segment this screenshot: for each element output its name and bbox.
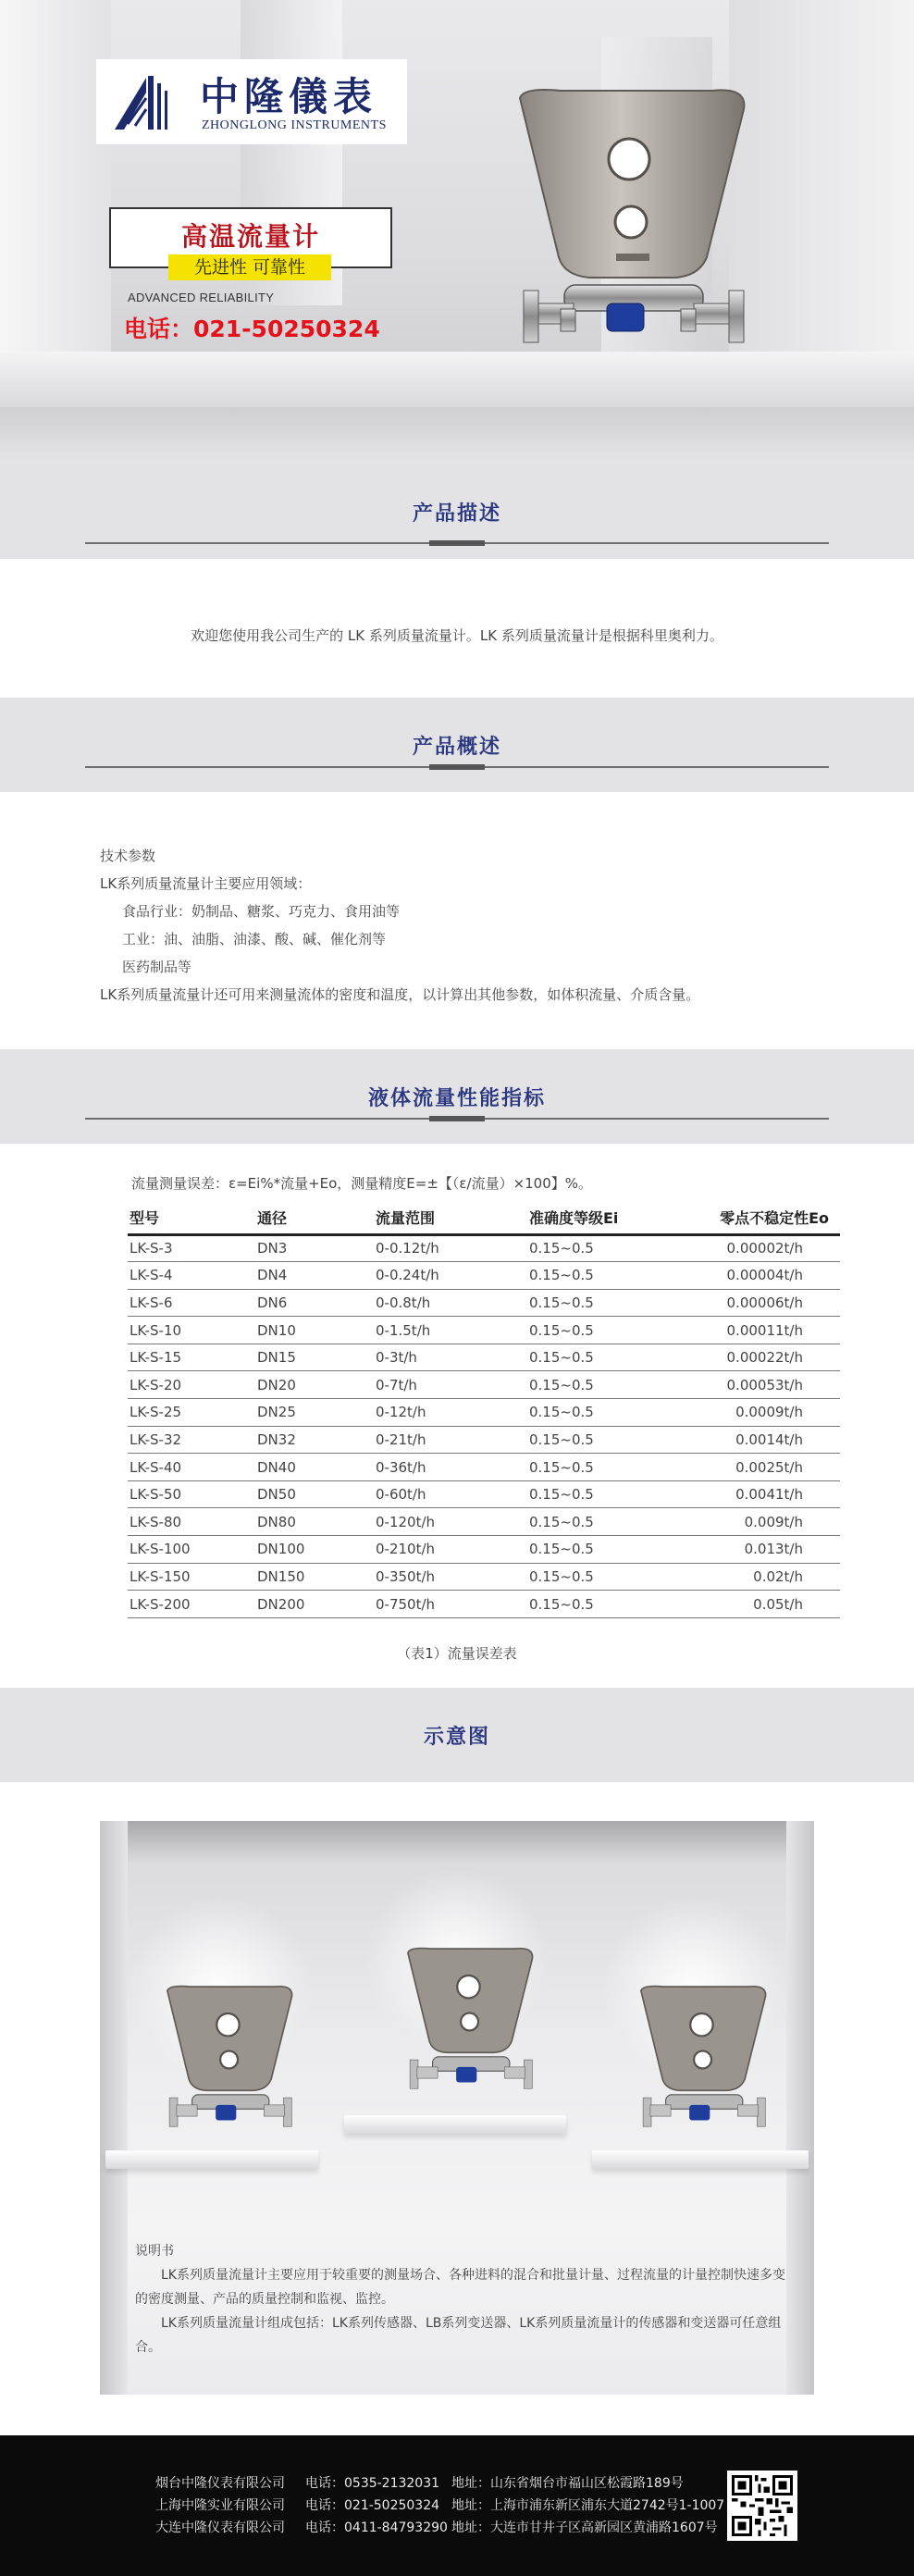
- showroom-wall: [100, 1821, 128, 2395]
- footer-address: 地址：大连市甘井子区高新园区黄浦路1607号: [451, 2520, 718, 2535]
- logo-chinese-name: 中隆儀表: [200, 74, 378, 119]
- flowmeter-display-image: [159, 1976, 298, 2152]
- table-cell: 0.02t/h: [661, 1563, 840, 1591]
- table-header-cell: 流量范围: [376, 1201, 511, 1234]
- table-cell: 0.0009t/h: [661, 1399, 840, 1427]
- section-divider-tab: [429, 540, 485, 546]
- table-cell: 0.15~0.5: [511, 1344, 661, 1371]
- table-cell: 0.15~0.5: [511, 1262, 661, 1290]
- section-title: 产品描述: [412, 502, 501, 526]
- table-cell: 0.05t/h: [661, 1591, 840, 1618]
- section-divider-tab: [429, 1116, 485, 1121]
- table-row: [128, 1563, 840, 1591]
- table-cell: 0-36t/h: [376, 1454, 511, 1481]
- product-tagline: ADVANCED RELIABILITY: [128, 291, 275, 304]
- table-cell: LK-S-25: [128, 1399, 257, 1427]
- footer-contact-row: [155, 2495, 724, 2517]
- footer-contact-row: [155, 2517, 724, 2539]
- table-cell: 0.00011t/h: [661, 1317, 840, 1344]
- table-row: [128, 1536, 840, 1564]
- overview-line: 技术参数: [100, 848, 156, 864]
- flowmeter-display-image: [400, 1934, 538, 2119]
- section-header-performance: [0, 1049, 914, 1144]
- manual-paragraph: LK系列质量流量计组成包括：LK系列传感器、LB系列变送器、LK系列质量流量计的传感器和变送器可任意组合。: [135, 2316, 782, 2355]
- flow-error-table: [128, 1201, 840, 1618]
- table-cell: 0-0.24t/h: [376, 1262, 511, 1290]
- table-cell: 0.15~0.5: [511, 1454, 661, 1481]
- table-cell: 0-3t/h: [376, 1344, 511, 1371]
- table-cell: DN15: [257, 1344, 376, 1371]
- table-cell: 0.00053t/h: [661, 1371, 840, 1399]
- zhonglong-logo-icon: [109, 70, 174, 135]
- table-cell: LK-S-100: [128, 1536, 257, 1564]
- product-slogan: 先进性 可靠性: [168, 254, 331, 280]
- product-overview: [100, 842, 699, 1009]
- table-cell: DN10: [257, 1317, 376, 1344]
- overview-line: LK系列质量流量计还可用来测量流体的密度和温度，以计算出其他参数，如体积流量、介质含量。: [100, 986, 700, 1003]
- table-row: [128, 1344, 840, 1371]
- table-cell: LK-S-80: [128, 1508, 257, 1536]
- table-cell: 0-7t/h: [376, 1371, 511, 1399]
- table-cell: 0.00004t/h: [661, 1262, 840, 1290]
- table-cell: LK-S-3: [128, 1234, 257, 1262]
- table-cell: 0-12t/h: [376, 1399, 511, 1427]
- table-cell: 0-210t/h: [376, 1536, 511, 1564]
- table-cell: DN6: [257, 1289, 376, 1317]
- footer-contacts: [155, 2472, 724, 2539]
- footer-company: 上海中隆实业有限公司: [155, 2498, 285, 2513]
- section-divider-tab: [429, 764, 485, 770]
- table-cell: LK-S-6: [128, 1289, 257, 1317]
- showroom-ceiling: [100, 1821, 814, 1864]
- table-cell: 0-21t/h: [376, 1426, 511, 1454]
- section-title: 示意图: [423, 1726, 490, 1749]
- table-cell: DN200: [257, 1591, 376, 1618]
- table-cell: 0-120t/h: [376, 1508, 511, 1536]
- table-row: [128, 1371, 840, 1399]
- footer-phone[interactable]: 电话：0411-84793290: [305, 2520, 448, 2535]
- page-footer: [0, 2435, 914, 2576]
- table-cell: 0-350t/h: [376, 1563, 511, 1591]
- table-cell: LK-S-200: [128, 1591, 257, 1618]
- table-cell: 0.15~0.5: [511, 1591, 661, 1618]
- hero-backdrop-step: [0, 407, 914, 464]
- table-cell: DN50: [257, 1480, 376, 1508]
- table-cell: 0-0.8t/h: [376, 1289, 511, 1317]
- table-cell: 0.15~0.5: [511, 1317, 661, 1344]
- user-manual-text: [135, 2239, 792, 2359]
- table-cell: LK-S-20: [128, 1371, 257, 1399]
- table-cell: DN3: [257, 1234, 376, 1262]
- footer-company: 大连中隆仪表有限公司: [155, 2520, 285, 2535]
- section-header-description: [0, 464, 914, 559]
- table-header-cell: 零点不稳定性Eo: [661, 1201, 840, 1234]
- table-cell: LK-S-50: [128, 1480, 257, 1508]
- table-cell: LK-S-40: [128, 1454, 257, 1481]
- table-cell: DN40: [257, 1454, 376, 1481]
- table-header-cell: 准确度等级Ei: [511, 1201, 661, 1234]
- table-cell: 0.15~0.5: [511, 1399, 661, 1427]
- table-cell: 0.15~0.5: [511, 1536, 661, 1564]
- table-row: [128, 1399, 840, 1427]
- table-cell: 0.00022t/h: [661, 1344, 840, 1371]
- contact-phone[interactable]: 电话：021-50250324: [124, 316, 380, 342]
- footer-address: 地址：山东省烟台市福山区松霞路189号: [451, 2476, 684, 2491]
- table-cell: LK-S-4: [128, 1262, 257, 1290]
- overview-line: 工业：油、油脂、油漆、酸、碱、催化剂等: [122, 931, 387, 947]
- table-cell: 0.15~0.5: [511, 1426, 661, 1454]
- manual-title: 说明书: [135, 2244, 174, 2259]
- overview-line: 食品行业：奶制品、糖浆、巧克力、食用油等: [122, 903, 401, 920]
- overview-line: 医药制品等: [122, 959, 192, 975]
- hero-backdrop-step: [0, 352, 914, 407]
- table-caption: （表1）流量误差表: [397, 1645, 517, 1662]
- table-cell: DN20: [257, 1371, 376, 1399]
- footer-address: 地址：上海市浦东新区浦东大道2742号1-1007: [451, 2498, 725, 2513]
- section-header-overview: [0, 698, 914, 792]
- table-row: [128, 1454, 840, 1481]
- section-title: 液体流量性能指标: [367, 1087, 546, 1110]
- section-title: 产品概述: [412, 736, 501, 759]
- table-cell: 0.0025t/h: [661, 1454, 840, 1481]
- table-cell: 0.15~0.5: [511, 1234, 661, 1262]
- flowmeter-display-image: [633, 1976, 772, 2152]
- footer-contact-row: [155, 2472, 724, 2495]
- table-cell: 0.15~0.5: [511, 1480, 661, 1508]
- overview-line: LK系列质量流量计主要应用领域：: [100, 875, 312, 892]
- table-row: [128, 1426, 840, 1454]
- table-cell: 0.0041t/h: [661, 1480, 840, 1508]
- table-header-cell: 通径: [257, 1201, 376, 1234]
- table-cell: DN32: [257, 1426, 376, 1454]
- product-showroom-image: [100, 1821, 814, 2395]
- table-cell: 0.15~0.5: [511, 1289, 661, 1317]
- table-cell: DN100: [257, 1536, 376, 1564]
- footer-phone[interactable]: 电话：0535-2132031: [305, 2476, 440, 2491]
- table-header-cell: 型号: [128, 1201, 257, 1234]
- table-cell: DN150: [257, 1563, 376, 1591]
- table-row: [128, 1289, 840, 1317]
- table-cell: DN4: [257, 1262, 376, 1290]
- table-row: [128, 1262, 840, 1290]
- table-cell: LK-S-15: [128, 1344, 257, 1371]
- table-cell: DN80: [257, 1508, 376, 1536]
- table-row: [128, 1508, 840, 1536]
- table-header-row: [128, 1201, 840, 1234]
- logo-english-name: ZHONGLONG INSTRUMENTS: [202, 118, 387, 132]
- table-cell: LK-S-32: [128, 1426, 257, 1454]
- table-cell: 0.00002t/h: [661, 1234, 840, 1262]
- table-row: [128, 1317, 840, 1344]
- table-cell: 0-1.5t/h: [376, 1317, 511, 1344]
- company-logo[interactable]: [96, 59, 407, 144]
- qr-code-icon[interactable]: [727, 2471, 797, 2541]
- table-cell: LK-S-150: [128, 1563, 257, 1591]
- table-cell: 0-0.12t/h: [376, 1234, 511, 1262]
- table-cell: 0-750t/h: [376, 1591, 511, 1618]
- error-formula: 流量测量误差：ε=Ei%*流量+Eo，测量精度E=±【（ε/流量）×100】%。: [131, 1175, 593, 1192]
- footer-company: 烟台中隆仪表有限公司: [155, 2476, 285, 2491]
- display-shelf: [592, 2150, 809, 2169]
- table-cell: 0.0014t/h: [661, 1426, 840, 1454]
- table-cell: LK-S-10: [128, 1317, 257, 1344]
- section-header-diagram: [0, 1688, 914, 1782]
- manual-paragraph: LK系列质量流量计主要应用于较重要的测量场合、各种进料的混合和批量计量、过程流量的计量控制快速多变的密度测量、产品的质量控制和监视、监控。: [135, 2268, 785, 2307]
- table-row: [128, 1234, 840, 1262]
- table-cell: DN25: [257, 1399, 376, 1427]
- table-cell: 0.15~0.5: [511, 1508, 661, 1536]
- table-row: [128, 1480, 840, 1508]
- hero-banner: [0, 0, 914, 464]
- product-title: 高温流量计: [180, 221, 320, 252]
- table-cell: 0.009t/h: [661, 1508, 840, 1536]
- table-cell: 0.00006t/h: [661, 1289, 840, 1317]
- display-shelf: [105, 2150, 318, 2169]
- table-cell: 0.013t/h: [661, 1536, 840, 1564]
- flowmeter-product-image: [505, 87, 755, 374]
- table-cell: 0.15~0.5: [511, 1371, 661, 1399]
- footer-phone[interactable]: 电话：021-50250324: [305, 2498, 440, 2513]
- table-cell: 0.15~0.5: [511, 1563, 661, 1591]
- product-intro-text: 欢迎您使用我公司生产的 LK 系列质量流量计。LK 系列质量流量计是根据科里奥利力。: [191, 627, 723, 644]
- table-cell: 0-60t/h: [376, 1480, 511, 1508]
- table-row: [128, 1591, 840, 1618]
